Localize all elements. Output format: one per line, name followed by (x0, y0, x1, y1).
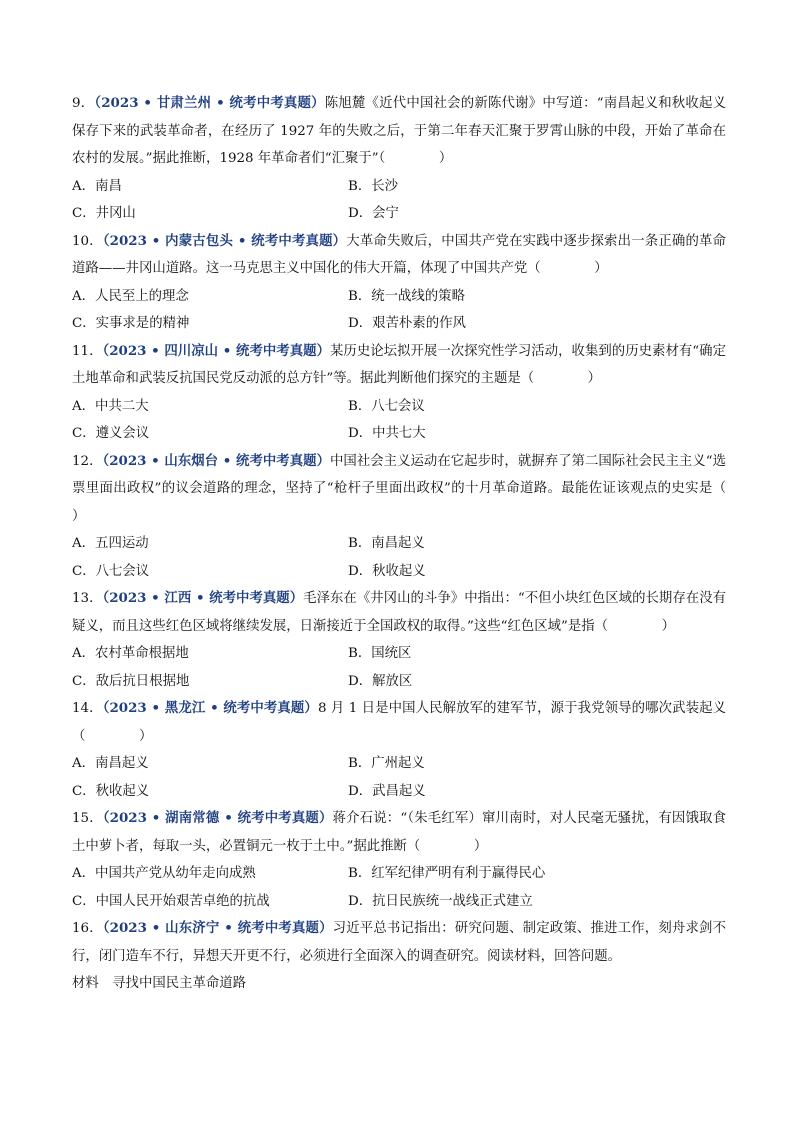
option-row (72, 558, 726, 586)
question-source: （2023 • 江西 • 统考中考真题） (102, 590, 304, 606)
option-b[interactable]: B．国统区 (348, 646, 412, 661)
question-number: 14． (72, 701, 103, 716)
question-14 (72, 695, 726, 805)
option-a[interactable]: A．中共二大 (72, 398, 149, 414)
option-c[interactable]: C．实事求是的精神 (72, 316, 190, 331)
option-d[interactable]: D．武昌起义 (348, 783, 426, 799)
question-9 (72, 90, 726, 228)
option-row (72, 420, 726, 448)
question-10 (72, 228, 726, 338)
question-text: 陈旭麓《近代中国社会的新陈代谢》中写道：“南昌起义和秋收起义保存下来的武装革命者，在经历了 1927 年的失败之后，于第二年春天汇聚于罗霄山脉的中段，开始了革命在农村的发展。”据此推断，1928 年革命者们“汇聚于”（ ） (72, 96, 726, 166)
question-text: 大革命失败后，中国共产党在实践中逐步探索出一条正确的革命道路——井冈山道路。这一马克思主义中国化的伟大开篇，体现了中国共产党（ ） (72, 233, 727, 276)
option-d[interactable]: D．中共七大 (348, 426, 426, 441)
question-number: 16． (72, 921, 103, 936)
option-c[interactable]: C．井冈山 (72, 206, 136, 221)
option-row (72, 530, 726, 558)
option-row (72, 393, 726, 421)
question-stem (72, 805, 726, 860)
question-16 (72, 915, 726, 998)
question-11 (72, 338, 726, 448)
option-a[interactable]: A．人民至上的理念 (72, 288, 189, 304)
question-text: 蒋介石说：“（朱毛红军）窜川南时，对人民毫无骚扰，有因饿取食土中萝卜者，每取一头，必置铜元一枚于土中。”据此推断（ ） (72, 811, 726, 854)
question-text: 某历史论坛拟开展一次探究性学习活动，收集到的历史素材有“确定土地革命和武装反抗国民党反动派的总方针”等。据此判断他们探究的主题是（ ） (72, 343, 726, 386)
option-row (72, 640, 726, 668)
question-source: （2023 • 甘肃兰州 • 统考中考真题） (94, 95, 325, 111)
option-b[interactable]: B．长沙 (348, 178, 399, 194)
option-row (72, 200, 726, 228)
question-number: 13． (72, 591, 103, 606)
option-a[interactable]: A．农村革命根据地 (72, 646, 189, 661)
question-number: 10． (72, 233, 103, 249)
question-stem (72, 90, 726, 173)
material-heading: 材料 寻找中国民主革命道路 (72, 976, 247, 991)
option-d[interactable]: D．抗日民族统一战线正式建立 (348, 893, 533, 909)
option-a[interactable]: A．五四运动 (72, 536, 149, 551)
option-row (72, 668, 726, 696)
option-b[interactable]: B．八七会议 (348, 398, 425, 414)
question-stem (72, 338, 726, 393)
option-c[interactable]: C．八七会议 (72, 563, 150, 579)
question-stem (72, 585, 726, 640)
question-source: （2023 • 山东济宁 • 统考中考真题） (102, 920, 333, 936)
option-d[interactable]: D．秋收起义 (348, 563, 426, 579)
question-source: （2023 • 四川凉山 • 统考中考真题） (102, 342, 330, 359)
question-text: 毛泽东在《井冈山的斗争》中指出：“不但小块红色区域的长期存在没有疑义，而且这些红色区域将继续发展，日渐接近于全国政权的取得。”这些“红色区域”是指（ ） (72, 591, 727, 634)
option-row (72, 310, 726, 338)
option-d[interactable]: D．艰苦朴素的作风 (348, 316, 466, 331)
question-stem (72, 695, 726, 750)
question-source: （2023 • 山东烟台 • 统考中考真题） (102, 452, 330, 469)
option-row (72, 173, 726, 201)
question-stem (72, 448, 780, 531)
option-b[interactable]: B．红军纪律严明有利于赢得民心 (348, 866, 546, 881)
option-d[interactable]: D．解放区 (348, 673, 413, 689)
question-source: （2023 • 黑龙江 • 统考中考真题） (102, 700, 318, 716)
option-row (72, 778, 726, 806)
option-a[interactable]: A．中国共产党从幼年走向成熟 (72, 866, 256, 881)
question-text: 中国社会主义运动在它起步时，就摒弃了第二国际社会民主主义“选票里面出政权”的议会道路的理念，坚持了“枪杆子里面出政权”的十月革命道路。最能佐证该观点的史实是（ ） (72, 453, 780, 524)
question-number: 12． (72, 453, 103, 469)
option-row (72, 283, 726, 311)
option-a[interactable]: A．南昌 (72, 178, 122, 194)
question-number: 15． (72, 811, 103, 826)
question-stem (72, 915, 726, 970)
question-stem (72, 228, 726, 283)
question-12 (72, 448, 780, 586)
option-b[interactable]: B．广州起义 (348, 756, 425, 771)
option-row (72, 750, 726, 778)
option-a[interactable]: A．南昌起义 (72, 756, 149, 771)
option-c[interactable]: C．中国人民开始艰苦卓绝的抗战 (72, 893, 270, 909)
option-b[interactable]: B．南昌起义 (348, 536, 425, 551)
option-row (72, 888, 726, 916)
option-c[interactable]: C．遵义会议 (72, 426, 150, 441)
question-number: 9． (72, 96, 95, 111)
option-c[interactable]: C．敌后抗日根据地 (72, 673, 190, 689)
question-15 (72, 805, 726, 915)
question-source: （2023 • 湖南常德 • 统考中考真题） (102, 810, 333, 826)
question-source: （2023 • 内蒙古包头 • 统考中考真题） (102, 232, 347, 249)
question-text: 习近平总书记指出：研究问题、制定政策、推进工作，刻舟求剑不行，闭门造车不行，异想天开更不行，必须进行全面深入的调查研究。阅读材料，回答问题。 (72, 921, 726, 964)
question-text: 8 月 1 日是中国人民解放军的建军节，源于我党领导的哪次武装起义（ ） (72, 701, 726, 744)
exam-page (72, 90, 780, 998)
option-b[interactable]: B．统一战线的策略 (348, 288, 465, 304)
question-number: 11． (72, 343, 103, 359)
question-13 (72, 585, 726, 695)
option-d[interactable]: D．会宁 (348, 206, 399, 221)
option-row (72, 860, 726, 888)
option-c[interactable]: C．秋收起义 (72, 783, 150, 799)
